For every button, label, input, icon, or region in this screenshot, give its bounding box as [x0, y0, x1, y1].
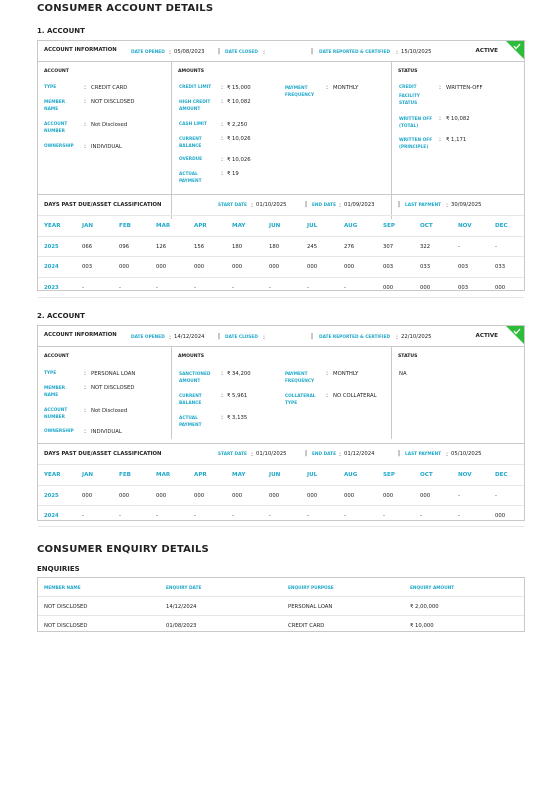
- dpd-cell: 000: [420, 284, 431, 291]
- cash-limit-label: CASH LIMIT: [179, 122, 207, 127]
- account-section-title: ACCOUNT: [44, 69, 69, 74]
- dpd-cell: 000: [119, 492, 130, 499]
- enquiry-subtitle: ENQUIRIES: [37, 565, 80, 573]
- member-name-label: MEMBER NAME: [44, 386, 66, 398]
- dpd-year: 2025: [44, 492, 59, 499]
- enquiry-column-header: ENQUIRY AMOUNT: [410, 586, 455, 591]
- member-name-value: NOT DISCLOSED: [91, 99, 135, 105]
- amounts-section-title: AMOUNTS: [178, 354, 205, 359]
- date-opened-value: 14/12/2024: [174, 334, 205, 340]
- actual-payment-label: ACTUAL PAYMENT: [179, 416, 202, 428]
- dpd-cell: -: [269, 284, 271, 291]
- month-column-header: JAN: [82, 472, 94, 478]
- status-value: NA: [399, 371, 407, 377]
- dpd-cell: 033: [495, 264, 506, 270]
- dpd-cell: 000: [495, 513, 506, 519]
- start-date-label: START DATE: [218, 452, 247, 457]
- type-value: CREDIT CARD: [91, 85, 128, 91]
- current-balance-value: ₹ 5,961: [227, 393, 248, 399]
- dpd-cell: 276: [344, 243, 355, 250]
- written-off-principle-value: ₹ 1,171: [446, 137, 467, 143]
- member-name-value: NOT DISCLOSED: [91, 385, 135, 391]
- dpd-cell: -: [156, 284, 158, 291]
- account-info-bar: ACCOUNT INFORMATION DATE OPENED : 14/12/2024 | DATE CLOSED : | DATE REPORTED & CERTIFIED : 22/10/2025 ACTIVE: [38, 326, 524, 347]
- date-reported-label: DATE REPORTED & CERTIFIED: [319, 335, 391, 340]
- dpd-cell: 000: [269, 492, 280, 499]
- dpd-year-row: [38, 278, 524, 299]
- end-date-value: 01/12/2024: [344, 451, 375, 457]
- dpd-cell: 245: [307, 243, 318, 250]
- dpd-grid: [38, 465, 524, 527]
- month-column-header: MAY: [232, 472, 246, 478]
- actual-payment-value: ₹ 3,135: [227, 415, 248, 421]
- dpd-year: 2023: [44, 284, 59, 291]
- dpd-cell: -: [269, 513, 271, 519]
- dpd-cell: -: [232, 284, 234, 291]
- last-payment-label: LAST PAYMENT: [405, 203, 442, 208]
- dpd-cell: 307: [383, 243, 394, 250]
- dpd-cell: -: [495, 492, 497, 499]
- month-column-header: JUN: [269, 472, 281, 478]
- consumer-account-title: CONSUMER ACCOUNT DETAILS: [37, 3, 214, 14]
- month-column-header: NOV: [458, 472, 472, 478]
- status-section-title: STATUS: [398, 69, 418, 74]
- dpd-cell: -: [458, 492, 460, 499]
- cash-limit-value: ₹ 2,250: [227, 122, 248, 128]
- month-column-header: DEC: [495, 472, 508, 478]
- dpd-cell: -: [119, 284, 121, 291]
- amounts-section-title: AMOUNTS: [178, 69, 205, 74]
- dpd-cell: 003: [82, 264, 93, 270]
- account-2-card: ACCOUNT INFORMATION DATE OPENED : 14/12/2024 | DATE CLOSED : | DATE REPORTED & CERTIFIED : 22/10/2025 ACTIVE ACCOUNT AMOUNTS STATUS TYPE : PERSONAL LOAN MEMBER NAME : NOT DISCLOSED ACCOUNT NUMBER : Not Disclosed OWNERSHIP : INDIVIDUAL SANCTIONED AMOUNT : ₹ 34,200 CURRENT BALANCE : ₹ 5,961 ACTUAL PAYMENT : ₹ 3,135 PAYMENT FREQUENCY : MONTHLY COLLATERAL TYPE : NO COLLATERAL NA DAYS PAST DUE/ASSET CLASSIFICATION START DATE : 01/10/2025 | END DATE : 01/12/2024 | LAST PAYMENT : 05/10/2025 YEAR JAN FEB MAR APR MAY JUN JUL AUG SEP OCT NOV DEC 2025 000 000 000 000 000 000 000 000 000 000 - - 2024 - - - - - - - - - - - 000: [37, 325, 525, 521]
- month-column-header: MAR: [156, 223, 171, 229]
- date-opened-value: 05/08/2023: [174, 49, 205, 55]
- dpd-year-row: [38, 506, 524, 527]
- dpd-section: [38, 194, 524, 291]
- current-balance-label: CURRENT BALANCE: [179, 394, 202, 406]
- high-credit-label: HIGH CREDIT AMOUNT: [179, 100, 211, 112]
- account-2-heading: 2. ACCOUNT: [37, 312, 85, 320]
- enquiry-cell: NOT DISCLOSED: [44, 623, 88, 629]
- dpd-cell: -: [420, 513, 422, 519]
- dpd-cell: -: [194, 513, 196, 519]
- dpd-cell: 000: [232, 264, 243, 270]
- dpd-grid: [38, 216, 524, 298]
- dpd-cell: 000: [383, 492, 394, 499]
- written-off-total-label: WRITTEN OFF (TOTAL): [399, 117, 433, 129]
- dpd-section: [38, 443, 524, 519]
- collateral-type-label: COLLATERAL TYPE: [285, 394, 316, 406]
- month-column-header: DEC: [495, 223, 508, 229]
- dpd-cell: 000: [383, 284, 394, 291]
- written-off-principle-label: WRITTEN OFF (PRINCIPLE): [399, 138, 433, 150]
- month-column-header: JUL: [307, 472, 318, 478]
- dpd-cell: 000: [420, 492, 431, 499]
- month-column-header: NOV: [458, 223, 472, 229]
- dpd-cell: 000: [82, 492, 93, 499]
- month-column-header: SEP: [383, 223, 395, 229]
- written-off-total-value: ₹ 10,082: [446, 116, 470, 122]
- month-column-header: AUG: [344, 223, 358, 229]
- dpd-cell: 033: [420, 264, 431, 270]
- status-section-title: STATUS: [398, 354, 418, 359]
- enquiry-row: [38, 597, 524, 616]
- dpd-year: 2025: [44, 243, 59, 250]
- dpd-cell: 000: [232, 492, 243, 499]
- month-column-header: MAY: [232, 223, 246, 229]
- dpd-cell: 000: [495, 284, 506, 291]
- enquiry-header-row: [38, 578, 524, 597]
- type-value: PERSONAL LOAN: [91, 371, 136, 377]
- dpd-cell: 000: [344, 264, 355, 270]
- dpd-cell: -: [307, 284, 309, 291]
- dpd-title: DAYS PAST DUE/ASSET CLASSIFICATION: [44, 451, 162, 457]
- enquiry-cell: 01/08/2023: [166, 623, 197, 629]
- current-balance-label: CURRENT BALANCE: [179, 137, 202, 149]
- facility-status-label: FACILITY STATUS: [399, 94, 420, 106]
- dpd-cell: -: [383, 513, 385, 519]
- ownership-value: INDIVIDUAL: [91, 144, 122, 150]
- last-payment-value: 30/09/2025: [451, 202, 482, 208]
- overdue-value: ₹ 10,026: [227, 157, 251, 163]
- dpd-cell: -: [495, 243, 497, 250]
- month-column-header: APR: [194, 223, 207, 229]
- dpd-title: DAYS PAST DUE/ASSET CLASSIFICATION: [44, 202, 162, 208]
- date-opened-label: DATE OPENED: [131, 50, 165, 55]
- check-icon: [506, 41, 524, 59]
- payment-frequency-label: PAYMENT FREQUENCY: [285, 372, 315, 384]
- account-number-value: Not Disclosed: [91, 408, 128, 414]
- dpd-cell: 066: [82, 243, 93, 250]
- enquiry-cell: PERSONAL LOAN: [288, 604, 333, 610]
- end-date-value: 01/09/2023: [344, 202, 375, 208]
- actual-payment-value: ₹ 19: [227, 171, 239, 177]
- dpd-cell: 180: [269, 243, 280, 250]
- ownership-value: INDIVIDUAL: [91, 429, 122, 435]
- enquiry-cell: ₹ 10,000: [410, 623, 434, 629]
- member-name-label: MEMBER NAME: [44, 100, 66, 112]
- year-column-header: YEAR: [44, 472, 61, 478]
- dpd-cell: -: [194, 284, 196, 291]
- dpd-year-row: [38, 237, 524, 258]
- dpd-year: 2024: [44, 264, 59, 270]
- dpd-cell: -: [82, 284, 84, 291]
- account-section-title: ACCOUNT: [44, 354, 69, 359]
- month-column-header: OCT: [420, 223, 433, 229]
- start-date-value: 01/10/2025: [256, 451, 287, 457]
- month-column-header: APR: [194, 472, 207, 478]
- payment-frequency-value: MONTHLY: [333, 85, 359, 91]
- dpd-cell: 000: [194, 264, 205, 270]
- dpd-cell: -: [307, 513, 309, 519]
- dpd-cell: 096: [119, 243, 130, 250]
- dpd-year-row: [38, 257, 524, 278]
- last-payment-value: 05/10/2025: [451, 451, 482, 457]
- enquiry-cell: ₹ 2,00,000: [410, 604, 439, 610]
- high-credit-value: ₹ 10,082: [227, 99, 251, 105]
- collateral-type-value: NO COLLATERAL: [333, 393, 377, 399]
- month-column-header: SEP: [383, 472, 395, 478]
- credit-label: CREDIT: [399, 85, 417, 90]
- dpd-cell: 000: [344, 492, 355, 499]
- dpd-cell: -: [458, 513, 460, 519]
- dpd-cell: 003: [458, 284, 469, 291]
- dpd-header: DAYS PAST DUE/ASSET CLASSIFICATION START DATE : 01/10/2025 | END DATE : 01/09/2023 | LAST PAYMENT : 30/09/2025: [38, 194, 524, 216]
- end-date-label: END DATE: [312, 203, 337, 208]
- enquiry-title: CONSUMER ENQUIRY DETAILS: [37, 544, 209, 555]
- dpd-cell: 003: [458, 264, 469, 270]
- active-status-label: ACTIVE: [475, 333, 498, 339]
- ownership-label: OWNERSHIP: [44, 144, 74, 149]
- actual-payment-label: ACTUAL PAYMENT: [179, 172, 202, 184]
- date-closed-label: DATE CLOSED: [225, 50, 258, 55]
- ownership-label: OWNERSHIP: [44, 429, 74, 434]
- dpd-cell: 156: [194, 243, 205, 250]
- dpd-cell: -: [232, 513, 234, 519]
- dpd-cell: -: [458, 243, 460, 250]
- enquiry-cell: CREDIT CARD: [288, 623, 325, 629]
- type-label: TYPE: [44, 371, 57, 376]
- dpd-year-row: [38, 486, 524, 507]
- dpd-cell: 003: [383, 264, 394, 270]
- dpd-cell: 126: [156, 243, 167, 250]
- month-column-header: FEB: [119, 223, 131, 229]
- date-closed-label: DATE CLOSED: [225, 335, 258, 340]
- status-section: [392, 347, 526, 439]
- dpd-cell: 000: [307, 264, 318, 270]
- dpd-cell: 000: [156, 264, 167, 270]
- dpd-cell: 322: [420, 243, 431, 250]
- dpd-cell: 000: [269, 264, 280, 270]
- dpd-cell: -: [156, 513, 158, 519]
- enquiry-cell: NOT DISCLOSED: [44, 604, 88, 610]
- month-column-header: JUN: [269, 223, 281, 229]
- date-reported-label: DATE REPORTED & CERTIFIED: [319, 50, 391, 55]
- dpd-cell: -: [344, 284, 346, 291]
- credit-limit-label: CREDIT LIMIT: [179, 85, 212, 90]
- sanctioned-amount-value: ₹ 34,200: [227, 371, 251, 377]
- enquiry-table: [37, 577, 525, 632]
- enquiry-column-header: ENQUIRY DATE: [166, 586, 202, 591]
- enquiry-column-header: ENQUIRY PURPOSE: [288, 586, 334, 591]
- start-date-value: 01/10/2025: [256, 202, 287, 208]
- payment-frequency-label: PAYMENT FREQUENCY: [285, 86, 315, 98]
- start-date-label: START DATE: [218, 203, 247, 208]
- date-reported-value: 22/10/2025: [401, 334, 432, 340]
- active-status-label: ACTIVE: [475, 48, 498, 54]
- account-number-label: ACCOUNT NUMBER: [44, 122, 68, 134]
- dpd-cell: -: [344, 513, 346, 519]
- account-1-card: ACCOUNT INFORMATION DATE OPENED : 05/08/2023 | DATE CLOSED : | DATE REPORTED & CERTIFIED : 15/10/2025 ACTIVE ACCOUNT AMOUNTS STATUS TYPE : CREDIT CARD MEMBER NAME : NOT DISCLOSED ACCOUNT NUMBER : Not Disclosed OWNERSHIP : INDIVIDUAL CREDIT LIMIT : ₹ 15,000 HIGH CREDIT AMOUNT : ₹ 10,082 CASH LIMIT : ₹ 2,250 CURRENT BALANCE : ₹ 10,026 OVERDUE : ₹ 10,026 ACTUAL PAYMENT : ₹ 19 PAYMENT FREQUENCY : MONTHLY CREDIT FACILITY STATUS : WRITTEN-OFF WRITTEN OFF (TOTAL) : ₹ 10,082 WRITTEN OFF (PRINCIPLE) : ₹ 1,171 DAYS PAST DUE/ASSET CLASSIFICATION START DATE : 01/10/2025 | END DATE : 01/09/2023 | LAST PAYMENT : 30/09/2025 YEAR JAN FEB MAR APR MAY JUN JUL AUG SEP OCT NOV DEC 2025 066 096 126 156 180 180 245 276 307 322 - - 2024 003 000 000 000 000 000 000 000 003 033 003 033 2023 - - - - - - - - 000 000 003 000: [37, 40, 525, 291]
- dpd-cell: -: [119, 513, 121, 519]
- enquiry-column-header: MEMBER NAME: [44, 586, 81, 591]
- end-date-label: END DATE: [312, 452, 337, 457]
- account-info-title: ACCOUNT INFORMATION: [44, 47, 117, 53]
- date-opened-label: DATE OPENED: [131, 335, 165, 340]
- payment-frequency-value: MONTHLY: [333, 371, 359, 377]
- month-column-header: JAN: [82, 223, 94, 229]
- credit-limit-value: ₹ 15,000: [227, 85, 251, 91]
- dpd-cell: -: [82, 513, 84, 519]
- current-balance-value: ₹ 10,026: [227, 136, 251, 142]
- dpd-month-header-row: [38, 216, 524, 237]
- dpd-cell: 180: [232, 243, 243, 250]
- enquiry-cell: 14/12/2024: [166, 604, 197, 610]
- account-number-value: Not Disclosed: [91, 122, 128, 128]
- month-column-header: MAR: [156, 472, 171, 478]
- credit-facility-status-value: WRITTEN-OFF: [446, 85, 483, 91]
- sanctioned-amount-label: SANCTIONED AMOUNT: [179, 372, 211, 384]
- month-column-header: OCT: [420, 472, 433, 478]
- month-column-header: AUG: [344, 472, 358, 478]
- type-label: TYPE: [44, 85, 57, 90]
- account-info-title: ACCOUNT INFORMATION: [44, 332, 117, 338]
- account-info-bar: ACCOUNT INFORMATION DATE OPENED : 05/08/2023 | DATE CLOSED : | DATE REPORTED & CERTIFIED : 15/10/2025 ACTIVE: [38, 41, 524, 62]
- check-icon: [506, 326, 524, 344]
- dpd-cell: 000: [194, 492, 205, 499]
- year-column-header: YEAR: [44, 223, 61, 229]
- date-reported-value: 15/10/2025: [401, 49, 432, 55]
- month-column-header: JUL: [307, 223, 318, 229]
- account-number-label: ACCOUNT NUMBER: [44, 408, 68, 420]
- enquiry-row: [38, 616, 524, 634]
- dpd-header: DAYS PAST DUE/ASSET CLASSIFICATION START DATE : 01/10/2025 | END DATE : 01/12/2024 | LAST PAYMENT : 05/10/2025: [38, 443, 524, 465]
- dpd-cell: 000: [156, 492, 167, 499]
- overdue-label: OVERDUE: [179, 157, 203, 162]
- dpd-month-header-row: [38, 465, 524, 486]
- dpd-year: 2024: [44, 513, 59, 519]
- dpd-cell: 000: [307, 492, 318, 499]
- account-1-heading: 1. ACCOUNT: [37, 27, 85, 35]
- dpd-cell: 000: [119, 264, 130, 270]
- last-payment-label: LAST PAYMENT: [405, 452, 442, 457]
- month-column-header: FEB: [119, 472, 131, 478]
